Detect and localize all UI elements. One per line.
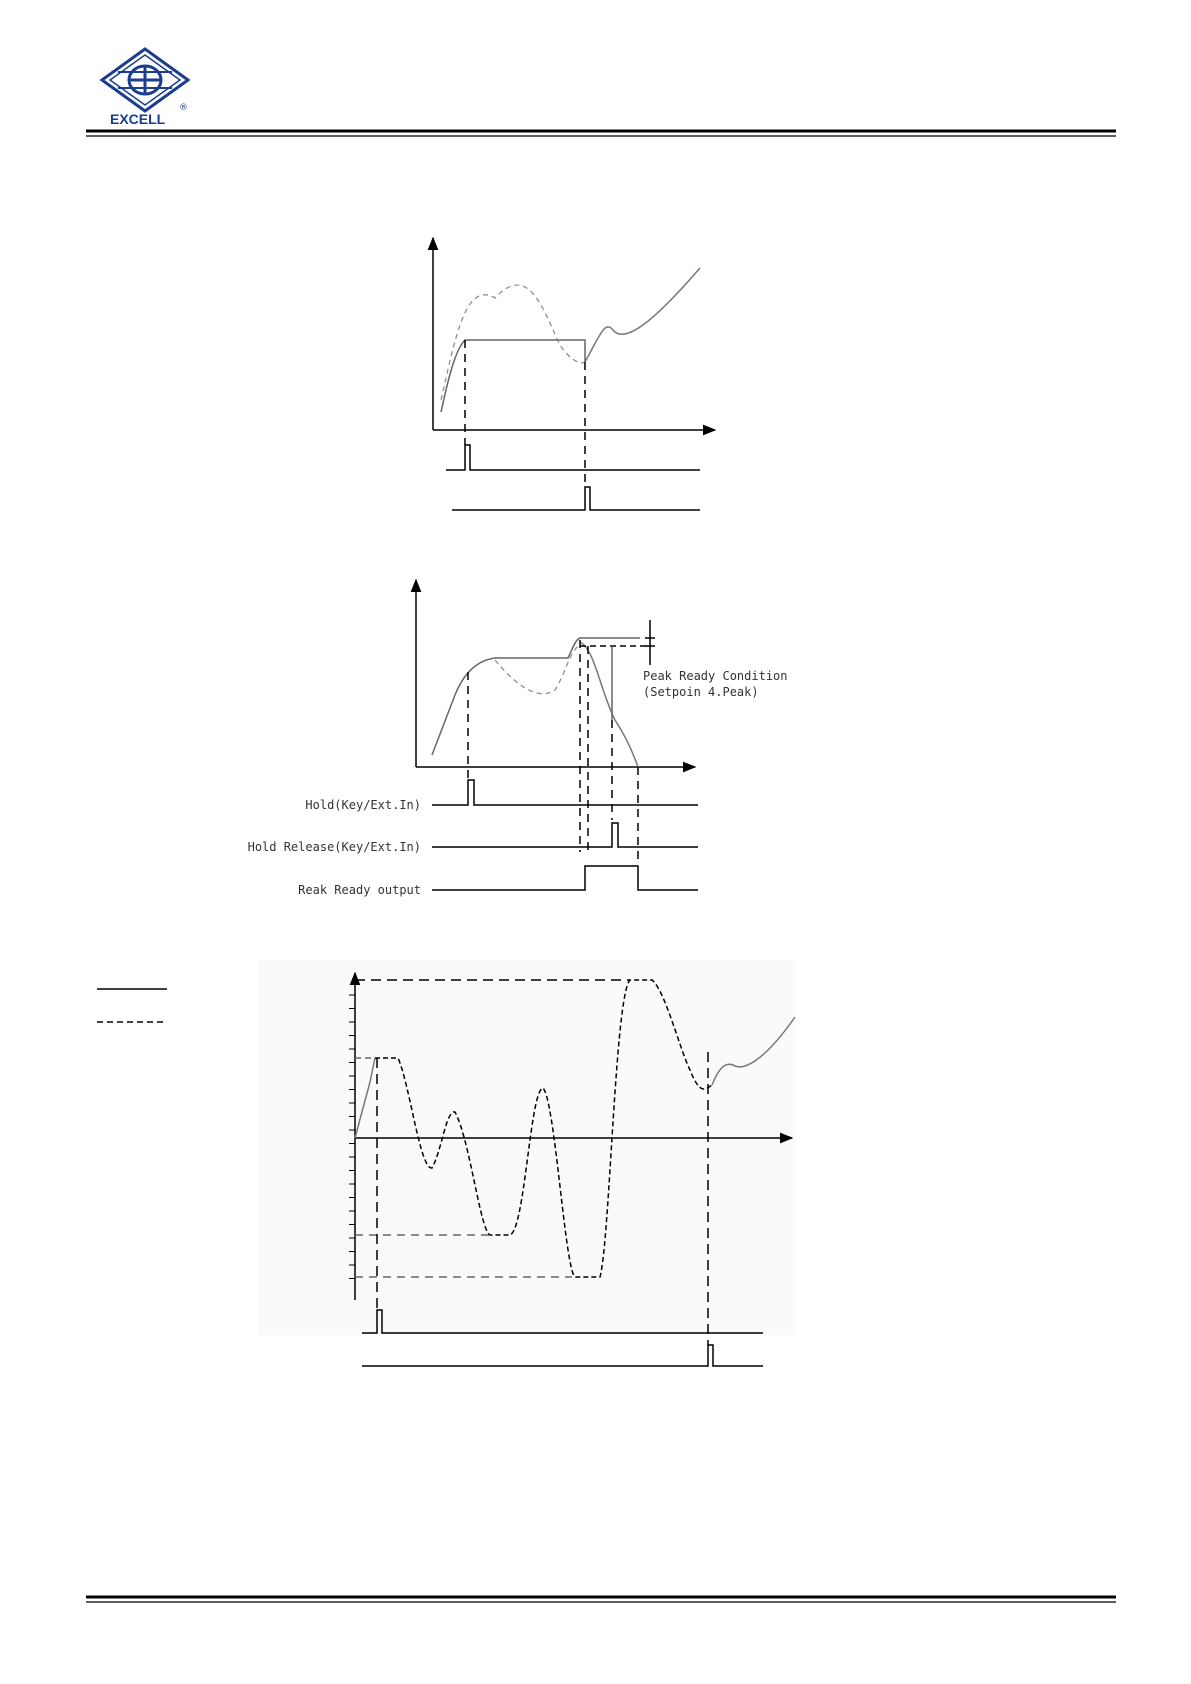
peak-ready-condition-text: Peak Ready Condition bbox=[643, 669, 788, 683]
release-pulse-row bbox=[362, 1345, 763, 1366]
release-pulse-row bbox=[452, 487, 700, 510]
brand-name: EXCELL bbox=[110, 111, 166, 127]
hold-release-signal-label: Hold Release(Key/Ext.In) bbox=[247, 840, 421, 854]
held-value-line bbox=[441, 340, 585, 412]
hold-pulse-row bbox=[446, 445, 700, 470]
legend bbox=[97, 989, 167, 1022]
brand-logo bbox=[102, 49, 188, 127]
hold-signal-label: Hold(Key/Ext.In) bbox=[305, 798, 421, 812]
peak-ready-setpoint-text: (Setpoin 4.Peak) bbox=[643, 685, 759, 699]
peak-hold-diagram-1 bbox=[433, 238, 715, 510]
hold-release-signal-row bbox=[432, 823, 698, 847]
registered-mark: ® bbox=[179, 103, 188, 113]
signal-curve-dashed bbox=[495, 645, 580, 694]
peak-ready-signal-row bbox=[432, 866, 698, 890]
hold-signal-row bbox=[432, 780, 698, 805]
peak-ready-output-label: Reak Ready output bbox=[298, 883, 421, 897]
peak-hold-diagram-2 bbox=[416, 580, 698, 890]
held-value-line bbox=[432, 638, 640, 755]
peak-hold-diagram-3 bbox=[258, 960, 795, 1366]
